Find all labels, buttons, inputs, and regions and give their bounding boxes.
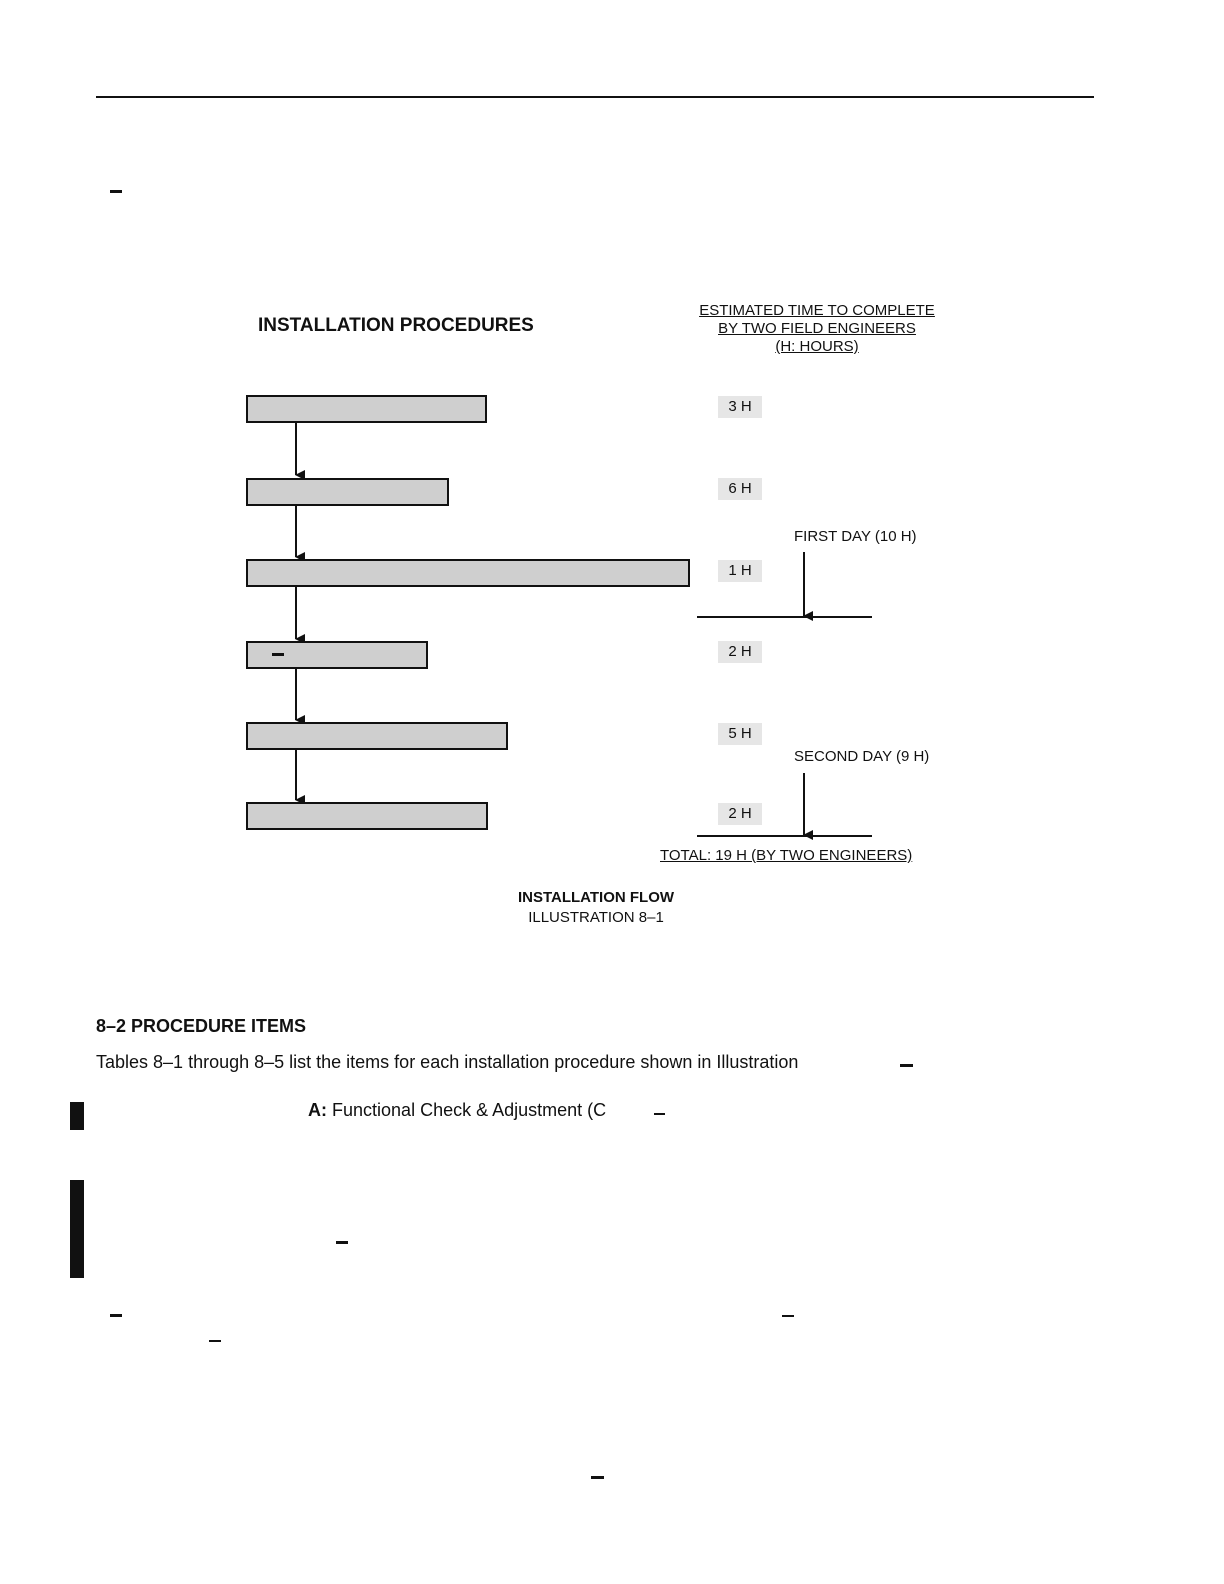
procedure-step-6 [246, 802, 488, 830]
redacted-dash [654, 1113, 665, 1115]
section-heading: 8–2 PROCEDURE ITEMS [96, 1016, 307, 1036]
item-a-text: Functional Check & Adjustment (C [332, 1100, 607, 1120]
figure-caption-number: ILLUSTRATION 8–1 [528, 909, 664, 926]
duration-step-2: 6 H [718, 478, 762, 500]
redacted-dash [110, 1314, 122, 1317]
second-day-label: SECOND DAY (9 H) [794, 748, 930, 765]
duration-step-5: 5 H [718, 723, 762, 745]
change-bar [70, 1180, 84, 1278]
redacted-dash [336, 1241, 348, 1244]
procedure-step-1 [246, 395, 487, 423]
total-time: TOTAL: 19 H (BY TWO ENGINEERS) [660, 847, 913, 864]
estimate-header-line-2: BY TWO FIELD ENGINEERS [718, 320, 916, 337]
section-paragraph: Tables 8–1 through 8–5 list the items for each installation procedure shown in Illustration [96, 1052, 799, 1072]
duration-step-3: 1 H [718, 560, 762, 582]
item-a-prefix: A: [308, 1100, 327, 1120]
duration-step-6: 2 H [718, 803, 762, 825]
page-number-dash [591, 1476, 604, 1479]
redacted-dash [209, 1340, 221, 1342]
figure-caption-title: INSTALLATION FLOW [517, 889, 675, 906]
first-day-label: FIRST DAY (10 H) [794, 528, 917, 545]
redacted-dash [900, 1064, 913, 1067]
procedures-title: INSTALLATION PROCEDURES [258, 315, 534, 336]
procedure-step-5 [246, 722, 508, 750]
redacted-dash [782, 1315, 794, 1317]
procedure-step-2 [246, 478, 449, 506]
change-bar [70, 1102, 84, 1130]
redacted-dash [272, 653, 284, 656]
estimate-header [696, 302, 938, 356]
item-a [308, 1100, 606, 1121]
procedure-step-4 [246, 641, 428, 669]
estimate-header-line-3: (H: HOURS) [775, 338, 859, 355]
duration-step-4: 2 H [718, 641, 762, 663]
procedure-step-3 [246, 559, 690, 587]
duration-step-1: 3 H [718, 396, 762, 418]
estimate-header-line-1: ESTIMATED TIME TO COMPLETE [699, 302, 935, 319]
